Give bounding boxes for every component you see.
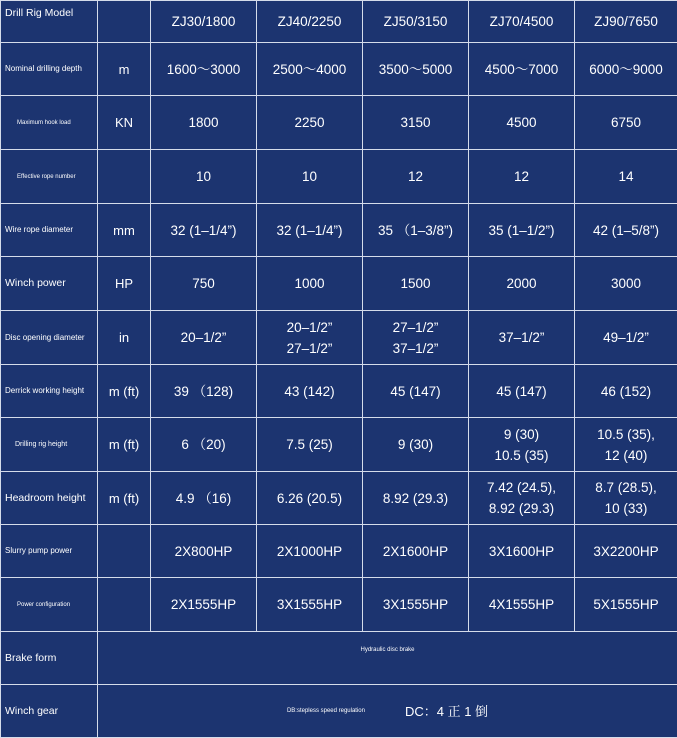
value-cell: 2250 <box>257 96 363 150</box>
value-cell: 45 (147) <box>469 365 575 418</box>
value-cell: 2X1000HP <box>257 525 363 578</box>
row-unit: mm <box>98 204 151 257</box>
winch-gear-db: DB:stepless speed regulation <box>287 701 365 722</box>
value-cell <box>257 418 363 472</box>
winch-gear-label: Winch gear <box>1 685 98 738</box>
brake-row <box>1 632 677 685</box>
row-label: Headroom height <box>1 472 98 525</box>
value-line: 37–1/2” <box>469 327 574 348</box>
value-line: 6 （20) <box>151 434 256 455</box>
value-cell: 46 (152) <box>575 365 677 418</box>
value-cell <box>363 418 469 472</box>
spec-row <box>1 96 677 150</box>
value-cell <box>151 418 257 472</box>
value-cell: 3000 <box>575 257 677 311</box>
spec-row <box>1 311 677 365</box>
value-cell <box>575 418 677 472</box>
value-line: 10.5 (35) <box>469 445 574 466</box>
value-cell: 45 (147) <box>363 365 469 418</box>
value-cell: 1800 <box>151 96 257 150</box>
value-cell <box>575 311 677 365</box>
spec-row <box>1 578 677 632</box>
value-cell: 6000～9000 <box>575 43 677 96</box>
value-line: 9 (30) <box>469 424 574 445</box>
value-cell <box>363 472 469 525</box>
row-unit: m (ft) <box>98 472 151 525</box>
row-label: Maximum hook load <box>1 96 98 150</box>
value-cell: 4X1555HP <box>469 578 575 632</box>
value-cell: 1500 <box>363 257 469 311</box>
value-cell: 2X800HP <box>151 525 257 578</box>
value-line: 12 (40) <box>575 445 677 466</box>
value-cell: 12 <box>469 150 575 204</box>
value-cell: 3150 <box>363 96 469 150</box>
value-cell: 35 （1–3/8”) <box>363 204 469 257</box>
winch-gear-dc: DC：4 正 1 倒 <box>405 701 488 722</box>
model-cell: ZJ50/3150 <box>363 1 469 43</box>
value-cell: 2X1555HP <box>151 578 257 632</box>
value-cell: 10 <box>151 150 257 204</box>
row-label: Drilling rig height <box>1 418 98 472</box>
value-line: 9 (30) <box>363 434 468 455</box>
spec-row <box>1 418 677 472</box>
spec-row <box>1 472 677 525</box>
value-cell: 39 （128) <box>151 365 257 418</box>
value-line: 10.5 (35), <box>575 424 677 445</box>
row-label: Wire rope diameter <box>1 204 98 257</box>
model-cell: ZJ70/4500 <box>469 1 575 43</box>
value-cell: 3X2200HP <box>575 525 677 578</box>
value-line: 10 (33) <box>575 498 677 519</box>
value-cell: 42 (1–5/8”) <box>575 204 677 257</box>
header-label: Drill Rig Model <box>1 1 98 43</box>
value-cell <box>363 311 469 365</box>
value-line: 6.26 (20.5) <box>257 488 362 509</box>
winch-gear-row <box>1 685 677 738</box>
spec-row <box>1 365 677 418</box>
row-label: Effective rope number <box>1 150 98 204</box>
row-unit: KN <box>98 96 151 150</box>
value-line: 20–1/2” <box>151 327 256 348</box>
spec-row <box>1 43 677 96</box>
value-cell <box>469 311 575 365</box>
value-cell: 3X1600HP <box>469 525 575 578</box>
value-cell: 12 <box>363 150 469 204</box>
value-cell: 750 <box>151 257 257 311</box>
value-cell: 4500 <box>469 96 575 150</box>
value-cell: 14 <box>575 150 677 204</box>
value-cell <box>575 472 677 525</box>
value-cell <box>469 418 575 472</box>
value-cell: 10 <box>257 150 363 204</box>
value-cell: 35 (1–1/2”) <box>469 204 575 257</box>
row-unit: in <box>98 311 151 365</box>
winch-gear-values <box>98 701 677 722</box>
value-cell <box>151 311 257 365</box>
value-line: 27–1/2” <box>363 317 468 338</box>
model-cell: ZJ30/1800 <box>151 1 257 43</box>
row-label: Winch power <box>1 257 98 311</box>
row-label: Derrick working height <box>1 365 98 418</box>
brake-value: Hydraulic disc brake <box>98 632 677 685</box>
header-row <box>1 1 677 43</box>
header-unit-cell <box>98 1 151 43</box>
value-cell: 43 (142) <box>257 365 363 418</box>
brake-label: Brake form <box>1 632 98 685</box>
value-line: 27–1/2” <box>257 338 362 359</box>
winch-gear-value-cell <box>98 685 677 738</box>
value-line: 4.9 （16) <box>151 488 256 509</box>
value-cell: 6750 <box>575 96 677 150</box>
value-cell: 2X1600HP <box>363 525 469 578</box>
value-cell: 1000 <box>257 257 363 311</box>
row-label: Disc opening diameter <box>1 311 98 365</box>
value-cell: 32 (1–1/4”) <box>257 204 363 257</box>
row-label: Nominal drilling depth <box>1 43 98 96</box>
spec-row <box>1 257 677 311</box>
row-unit: m (ft) <box>98 365 151 418</box>
model-cell: ZJ40/2250 <box>257 1 363 43</box>
model-cell: ZJ90/7650 <box>575 1 677 43</box>
spec-row <box>1 204 677 257</box>
value-line: 37–1/2” <box>363 338 468 359</box>
row-unit <box>98 578 151 632</box>
value-line: 7.42 (24.5), <box>469 477 574 498</box>
value-line: 7.5 (25) <box>257 434 362 455</box>
row-unit <box>98 150 151 204</box>
row-unit <box>98 525 151 578</box>
row-unit: m (ft) <box>98 418 151 472</box>
value-line: 8.92 (29.3) <box>469 498 574 519</box>
value-cell: 5X1555HP <box>575 578 677 632</box>
value-cell <box>257 472 363 525</box>
value-cell: 32 (1–1/4”) <box>151 204 257 257</box>
value-line: 49–1/2” <box>575 327 677 348</box>
spec-row <box>1 525 677 578</box>
value-cell: 3X1555HP <box>257 578 363 632</box>
value-cell <box>469 472 575 525</box>
value-cell: 3X1555HP <box>363 578 469 632</box>
value-cell: 1600～3000 <box>151 43 257 96</box>
row-label: Slurry pump power <box>1 525 98 578</box>
value-line: 8.92 (29.3) <box>363 488 468 509</box>
row-unit: HP <box>98 257 151 311</box>
value-cell: 2000 <box>469 257 575 311</box>
value-cell: 4500～7000 <box>469 43 575 96</box>
value-cell: 3500～5000 <box>363 43 469 96</box>
value-line: 20–1/2” <box>257 317 362 338</box>
value-cell <box>151 472 257 525</box>
value-cell <box>257 311 363 365</box>
row-label: Power configuration <box>1 578 98 632</box>
value-cell: 2500～4000 <box>257 43 363 96</box>
row-unit: m <box>98 43 151 96</box>
spec-row <box>1 150 677 204</box>
value-line: 8.7 (28.5), <box>575 477 677 498</box>
